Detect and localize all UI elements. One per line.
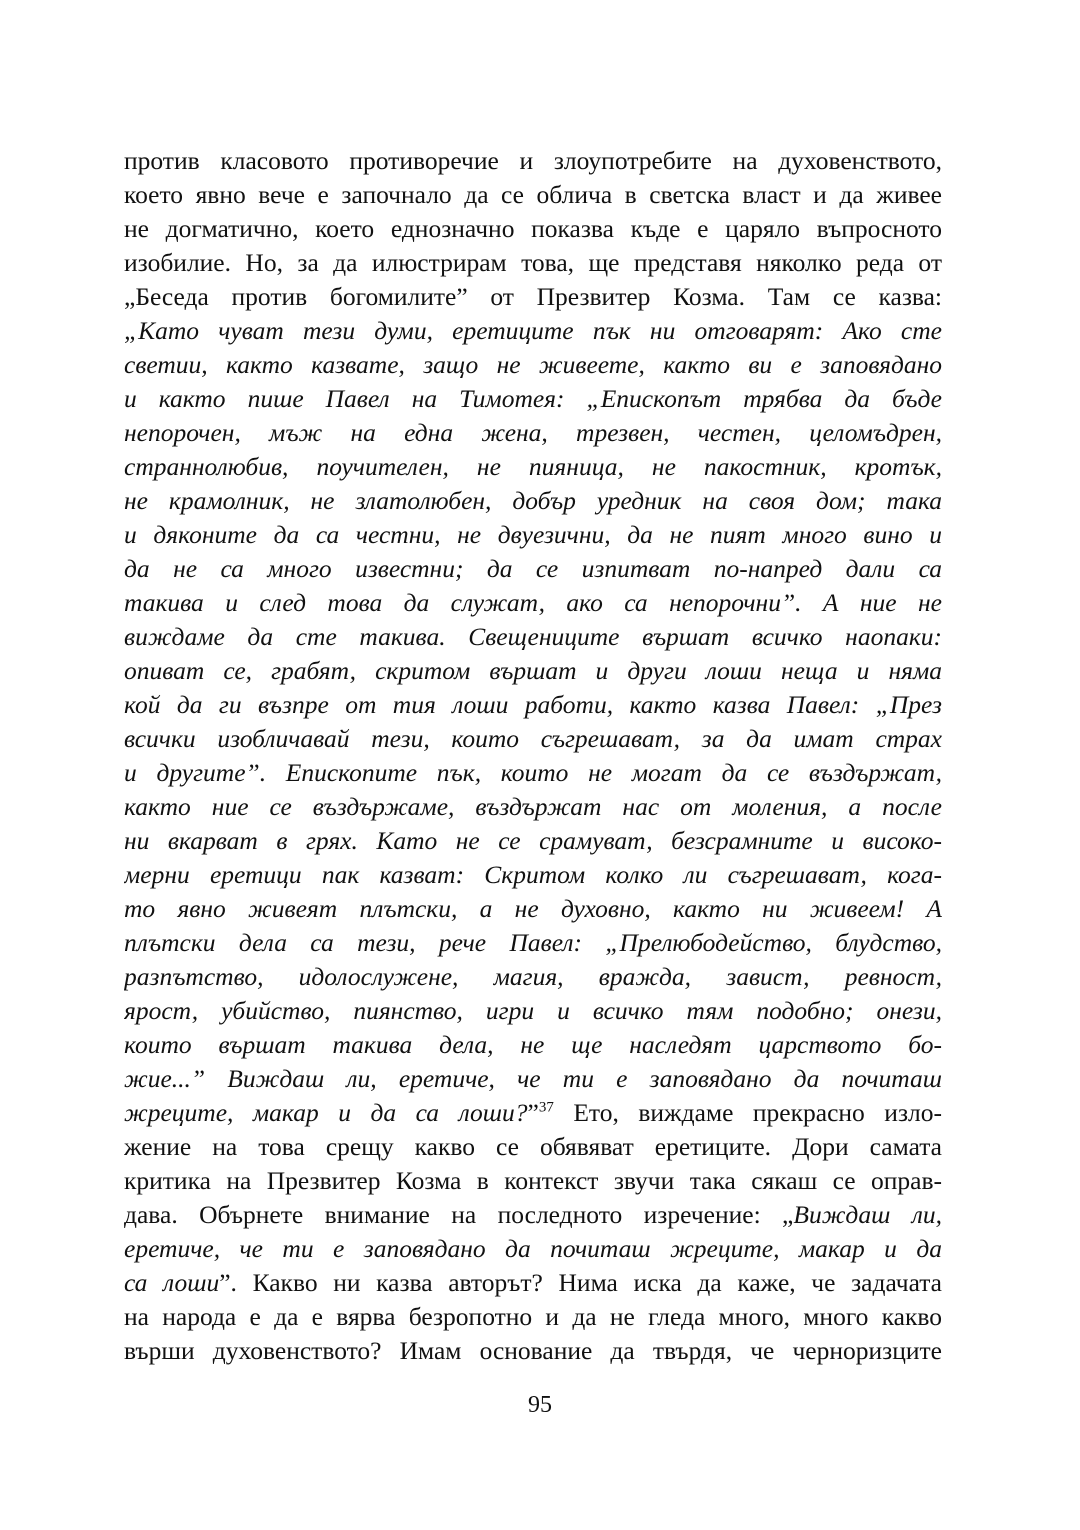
text-line: против класовото противоречие и злоупотребите на духовенството, <box>124 146 942 175</box>
text-line-footnote <box>124 1096 942 1130</box>
quote-line: които вършат такива дела, не ще наследят царството бо- <box>124 1030 942 1059</box>
quote-line: непорочен, мъж на една жена, трезвен, честен, целомъдрен, <box>124 418 942 447</box>
quote-line: виждаме да сте такива. Свещениците вършат всичко наопаки: <box>124 622 942 651</box>
quote-line: и другите”. Епископите пък, които не могат да се въздържат, <box>124 758 942 787</box>
quote-line: ярост, убийство, пиянство, игри и всичко тям подобно; онези, <box>124 996 942 1025</box>
page-number: 95 <box>528 1392 552 1418</box>
quote-line: да не са много известни; да се изпитват по-напред дали са <box>124 554 942 583</box>
quote-line: то явно живеят плътски, а не духовно, както ни живеем! А <box>124 894 942 923</box>
text-segment: Ето, виждаме прекрасно изло- <box>553 1098 942 1127</box>
quote-segment: са лоши <box>124 1268 220 1297</box>
quote-line: разпътство, идолослужене, магия, вражда, завист, ревност, <box>124 962 942 991</box>
text-line: не догматично, което еднозначно показва къде е царяло въпросното <box>124 214 942 243</box>
quote-line: страннолюбив, поучителен, не пияница, не пакостник, кротък, <box>124 452 942 481</box>
quote-segment: Виждаш ли, <box>793 1200 942 1229</box>
footnote-ref[interactable]: 37 <box>538 1099 554 1116</box>
quote-line: еретиче, че ти е заповядано да почиташ жреците, макар и да <box>124 1234 942 1263</box>
text-line: на народа е да е вярва безропотно и да не гледа много, много какво <box>124 1302 942 1331</box>
text-line: „Беседа против богомилите” от Презвитер Козма. Там се казва: <box>124 282 942 311</box>
text-line: критика на Презвитер Козма в контекст звучи така сякаш се оправ- <box>124 1166 942 1195</box>
quote-end: жреците, макар и да са лоши? <box>124 1098 528 1127</box>
closing-quote: ” <box>527 1098 539 1127</box>
quote-line: жие...” Виждаш ли, еретиче, че ти е заповядано да почиташ <box>124 1064 942 1093</box>
quote-line: ни вкарват в грях. Като не се срамуват, безсрамните и високо- <box>124 826 942 855</box>
text-line: изобилие. Но, за да илюстрирам това, ще представя няколко реда от <box>124 248 942 277</box>
text-line <box>124 1266 942 1300</box>
page-body <box>124 144 942 1368</box>
quote-line: „Като чуват тези думи, еретиците пък ни отговарят: Ако сте <box>124 316 942 345</box>
text-line <box>124 1198 942 1232</box>
quote-line: плътски дела са тези, рече Павел: „Прелюбодейство, блудство, <box>124 928 942 957</box>
quote-line: и както пише Павел на Тимотея: „Епископът трябва да бъде <box>124 384 942 413</box>
text-line: върши духовенството? Имам основание да твърдя, че черноризците <box>124 1336 942 1365</box>
text-line: жение на това срещу какво се обявяват еретиците. Дори самата <box>124 1132 942 1161</box>
text-line: което явно вече е започнало да се облича в светска власт и да живее <box>124 180 942 209</box>
quote-line: и дяконите да са честни, не двуезични, да не пият много вино и <box>124 520 942 549</box>
quote-line: мерни еретици пак казват: Скритом колко ли съгрешават, кога- <box>124 860 942 889</box>
text-segment: ”. Какво ни казва авторът? Нима иска да каже, че задачата <box>219 1268 942 1297</box>
text-segment: дава. Обърнете внимание на последното изречение: „ <box>124 1200 794 1229</box>
quote-line: всички изобличавай тези, които съгрешават, за да имат страх <box>124 724 942 753</box>
quote-line: не крамолник, не златолюбен, добър уредник на своя дом; така <box>124 486 942 515</box>
quote-line: както ние се въздържаме, въздържат нас от моления, а после <box>124 792 942 821</box>
quote-line: такива и след това да служат, ако са непорочни”. А ние не <box>124 588 942 617</box>
quote-line: опиват се, грабят, скритом вършат и други лоши неща и няма <box>124 656 942 685</box>
quote-line: светии, както казвате, защо не живеете, както ви е заповядано <box>124 350 942 379</box>
quote-line: кой да ги възпре от тия лоши работи, както казва Павел: „През <box>124 690 942 719</box>
